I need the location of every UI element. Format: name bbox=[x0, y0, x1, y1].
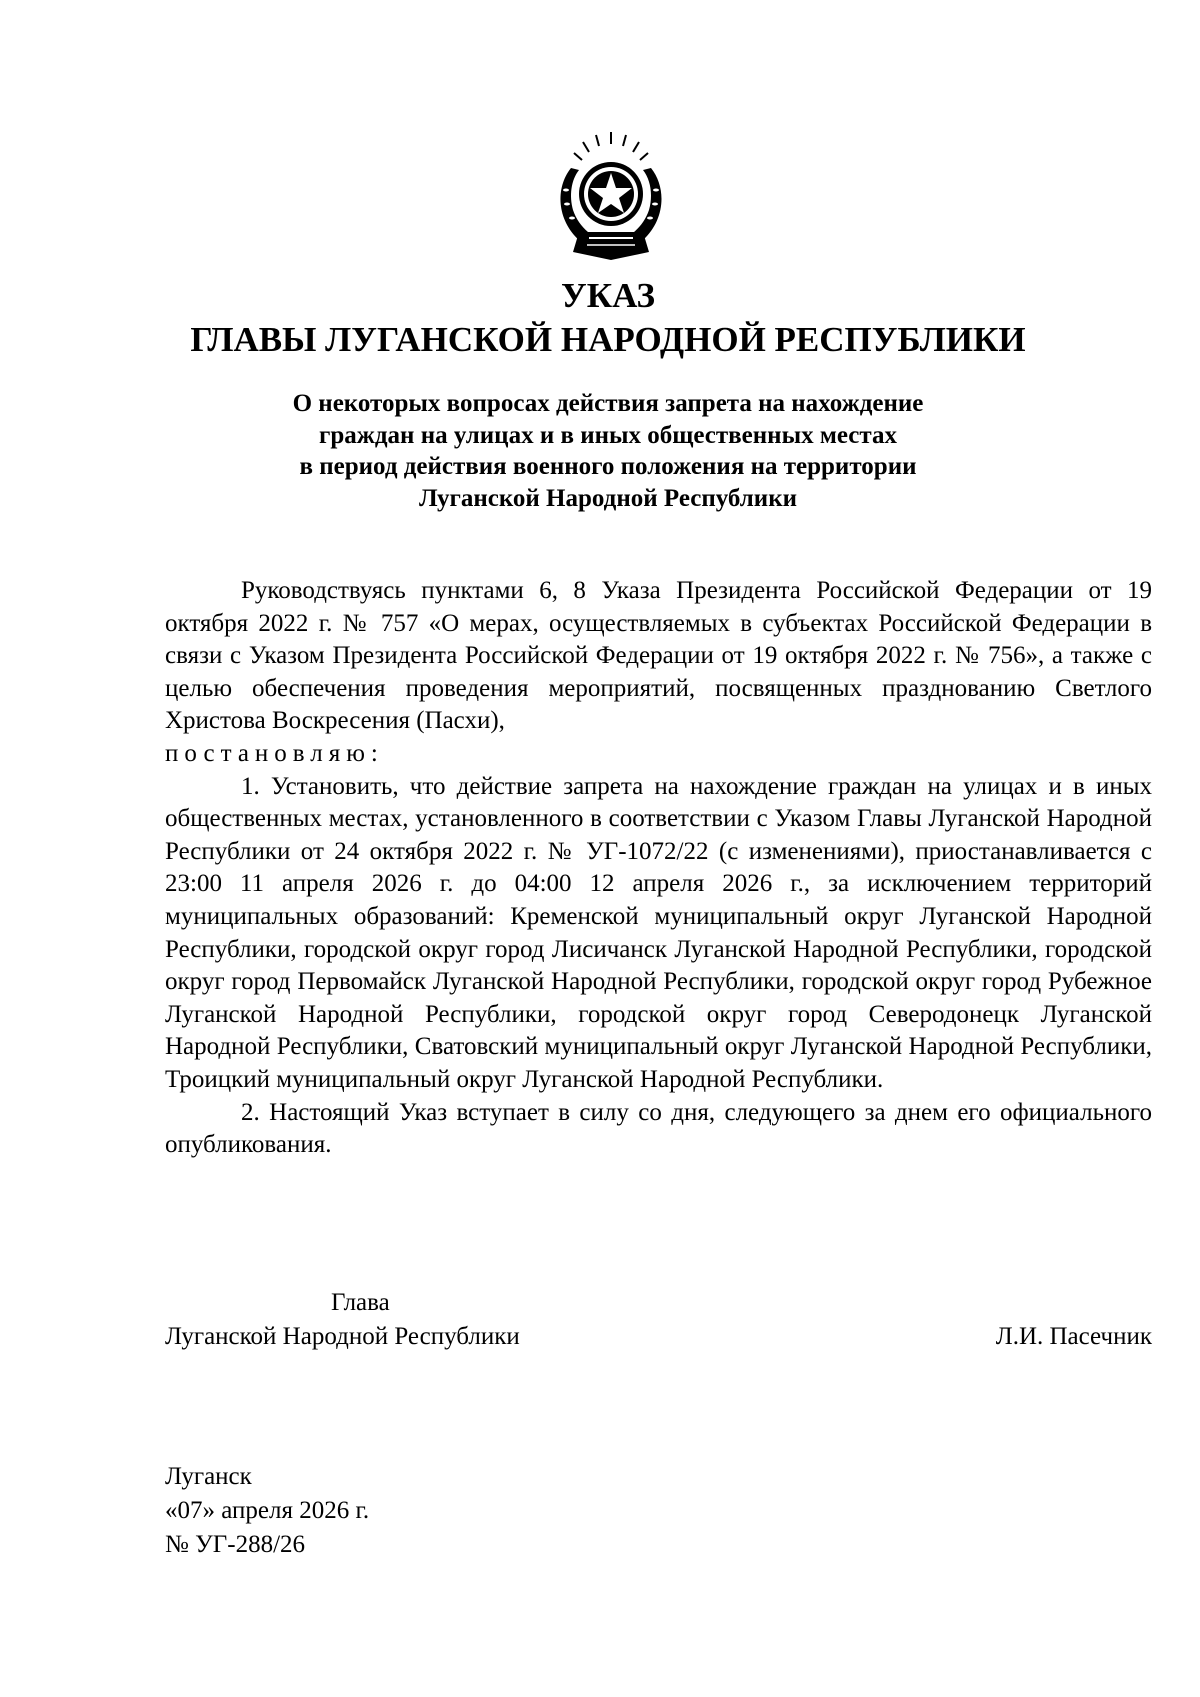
document-footer bbox=[165, 1460, 765, 1562]
decree-word-paragraph bbox=[165, 738, 1152, 771]
signature-block bbox=[165, 1286, 1152, 1354]
signature-row bbox=[165, 1320, 1152, 1354]
document-type-title: УКАЗ bbox=[561, 276, 655, 315]
document-number: № УГ-288/26 bbox=[165, 1531, 306, 1558]
document-subject bbox=[200, 388, 1016, 514]
subject-line: в период действия военного положения на территории bbox=[299, 453, 917, 480]
decree-word: постановляю: bbox=[165, 739, 384, 767]
clause-2-paragraph: 2. Настоящий Указ вступает в силу со дня, следующего за днем его официального опубликования. bbox=[165, 1098, 1152, 1159]
signatory-position-line-2: Луганской Народной Республики bbox=[165, 1323, 520, 1350]
issue-place: Луганск bbox=[165, 1463, 252, 1490]
issue-date: «07» апреля 2026 г. bbox=[165, 1497, 370, 1524]
signatory-name: Л.И. Пасечник bbox=[995, 1323, 1152, 1350]
coat-of-arms-emblem-icon bbox=[549, 128, 673, 262]
preamble-paragraph: Руководствуясь пунктами 6, 8 Указа Президента Российской Федерации от 19 октября 2022 г. № 757 «О мерах, осуществляемых в субъектах Российской Федерации в связи с Указом Президента Российской Федерации от 19 октября 2022 г. № 756», а также с целью обеспечения проведения мероприятий, посвященных празднованию Светлого Христова Воскресения (Пасхи), bbox=[165, 577, 1152, 735]
signatory-position-line-1: Глава bbox=[331, 1289, 390, 1316]
subject-line: граждан на улицах и в иных общественных местах bbox=[319, 421, 897, 449]
clause-1-paragraph: 1. Установить, что действие запрета на нахождение граждан на улицах и в иных общественных местах, установленного в соответствии с Указом Главы Луганской Народной Республики от 24 октября 2022 г. № УГ-1072/22 (с изменениями), приостанавливается с 23:00 11 апреля 2026 г. до 04:00 12 апреля 2026 г., за исключением территорий муниципальных образований: Кременской муниципальный округ Луганской Народной Республики, городской округ город Лисичанск Луганской Народной Республики, городской округ город Первомайск Луганской Народной Республики, городской округ город Рубежное Луганской Народной Республики, городской округ город Северодонецк Луганской Народной Республики, Сватовский муниципальный округ Луганской Народной Республики, Троицкий муниципальный округ Луганской Народной Республики. bbox=[165, 772, 1152, 1093]
subject-line: Луганской Народной Республики bbox=[418, 484, 798, 512]
document-body bbox=[165, 575, 1152, 1162]
issuing-authority-title: ГЛАВЫ ЛУГАНСКОЙ НАРОДНОЙ РЕСПУБЛИКИ bbox=[190, 320, 1026, 359]
subject-line: О некоторых вопросах действия запрета на нахождение bbox=[292, 390, 924, 417]
